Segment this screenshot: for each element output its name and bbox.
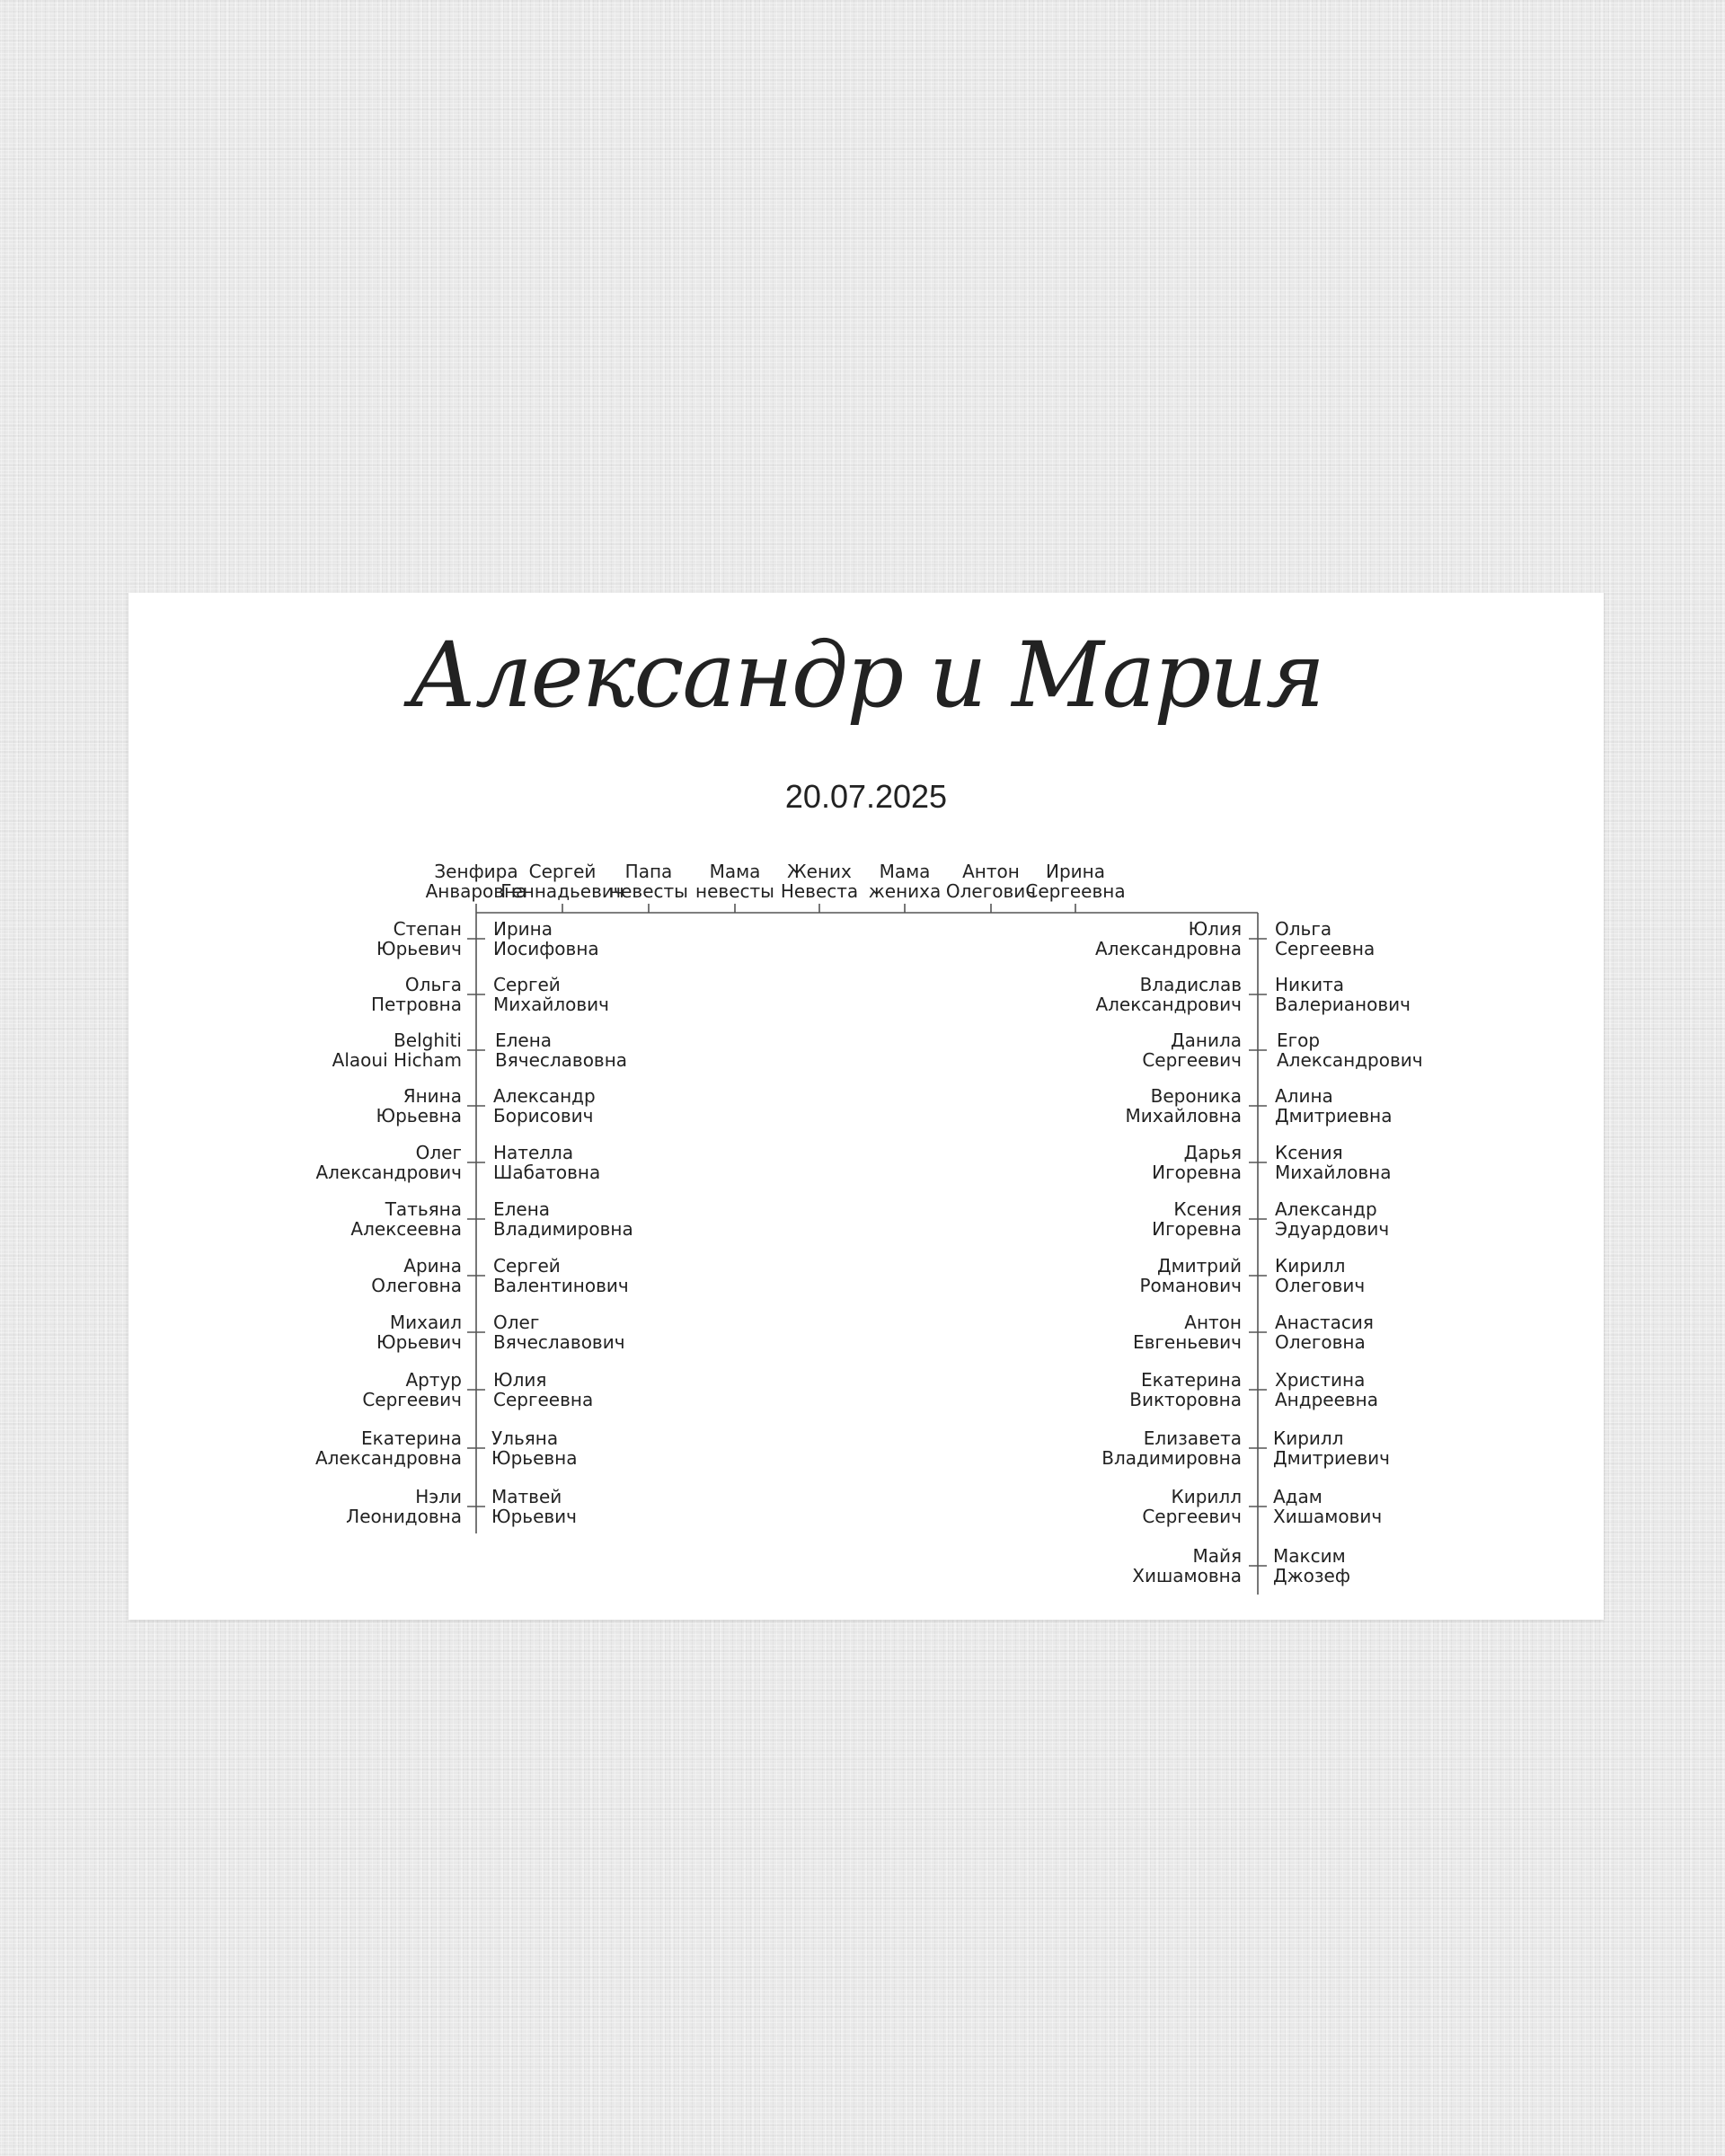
right-inner-guest <box>1142 1030 1242 1070</box>
guest-first: Мама <box>879 861 931 882</box>
guest-last: Александрович <box>1095 994 1242 1015</box>
couple-names-title: Александр и Мария <box>409 623 1323 728</box>
right-inner-guest <box>1126 1086 1242 1126</box>
guest-first: Юлия <box>493 1369 547 1391</box>
guest-last: Дмитриевич <box>1273 1447 1390 1469</box>
left-outer-guest <box>315 1143 462 1182</box>
guest-last: Юрьевна <box>491 1447 578 1469</box>
right-inner-guest <box>1142 1487 1242 1526</box>
guest-last: Хишамовна <box>1132 1565 1242 1586</box>
guest-first: Янина <box>402 1085 462 1107</box>
guest-first: Христина <box>1275 1369 1366 1391</box>
left-outer-guest <box>371 1256 462 1295</box>
guest-last: Невеста <box>780 880 859 902</box>
guest-last: Юрьевич <box>376 1331 462 1353</box>
guest-last: Сергеевич <box>362 1389 462 1410</box>
right-inner-guest <box>1133 1312 1242 1352</box>
left-outer-guest <box>362 1370 462 1409</box>
guest-first: Олег <box>415 1142 462 1163</box>
right-outer-guest <box>1273 1487 1382 1526</box>
guest-last: Олеговна <box>371 1275 462 1296</box>
left-outer-guest <box>346 1487 462 1526</box>
guest-last: Романович <box>1139 1275 1242 1296</box>
guest-last: Иосифовна <box>493 938 599 959</box>
guest-first: Елена <box>495 1029 553 1051</box>
guest-first: Жених <box>787 861 852 882</box>
guest-last: невесты <box>609 880 688 902</box>
guest-first: Ульяна <box>491 1427 559 1449</box>
guest-first: Данила <box>1171 1029 1242 1051</box>
right-outer-guest <box>1275 1370 1378 1409</box>
guest-last: Дмитриевна <box>1275 1105 1393 1127</box>
guest-last: Сергеевна <box>1025 880 1126 902</box>
guest-last: Алексеевна <box>350 1218 462 1240</box>
right-outer-guest <box>1275 1086 1392 1126</box>
guest-first: Антон <box>962 861 1020 882</box>
guest-first: Дарья <box>1183 1142 1242 1163</box>
guest-last: Вячеславовна <box>495 1049 628 1071</box>
guest-last: Шабатовна <box>493 1162 601 1183</box>
guest-first: Арина <box>403 1255 462 1277</box>
right-outer-guest <box>1275 1143 1391 1182</box>
guest-first: Ольга <box>404 974 462 995</box>
left-inner-guest <box>493 1086 596 1126</box>
guest-last: Михайлович <box>493 994 609 1015</box>
left-outer-guest <box>315 1428 462 1468</box>
guest-first: Ксения <box>1173 1198 1242 1220</box>
right-outer-guest <box>1275 1256 1365 1295</box>
guest-last: Владимировна <box>1101 1447 1242 1469</box>
right-inner-guest <box>1139 1256 1242 1295</box>
guest-first: Нэли <box>415 1486 462 1507</box>
right-inner-guest <box>1152 1143 1242 1182</box>
right-inner-guest <box>1129 1370 1242 1409</box>
guest-last: невесты <box>695 880 774 902</box>
guest-first: Сергей <box>493 974 561 995</box>
guest-last: Анваровна <box>425 880 527 902</box>
guest-last: Геннадьевич <box>500 880 624 902</box>
right-outer-guest <box>1275 1199 1389 1239</box>
guest-first: Сергей <box>528 861 597 882</box>
right-inner-guest <box>1152 1199 1242 1239</box>
left-inner-guest <box>491 1487 577 1526</box>
guest-last: Олегович <box>1275 1275 1366 1296</box>
guest-last: Евгеньевич <box>1132 1331 1242 1353</box>
left-outer-guest <box>350 1199 462 1239</box>
right-inner-guest <box>1132 1546 1242 1586</box>
left-inner-guest <box>493 1256 629 1295</box>
guest-first: Сергей <box>493 1255 561 1277</box>
guest-first: Екатерина <box>1141 1369 1242 1391</box>
guest-first: Степан <box>393 918 462 940</box>
guest-first: Мама <box>709 861 761 882</box>
guest-first: Елизавета <box>1143 1427 1242 1449</box>
guest-last: Юрьевич <box>376 938 462 959</box>
guest-first: Нателла <box>493 1142 574 1163</box>
guest-first: Артур <box>405 1369 462 1391</box>
guest-last: Александровна <box>1094 938 1242 959</box>
head-guest <box>1004 862 1147 901</box>
guest-first: Ксения <box>1275 1142 1343 1163</box>
guest-last: Сергеевич <box>1142 1049 1242 1071</box>
guest-last: Борисович <box>493 1105 594 1127</box>
guest-last: Игоревна <box>1152 1162 1242 1183</box>
guest-first: Зенфира <box>434 861 518 882</box>
left-inner-guest <box>493 1199 633 1239</box>
left-inner-guest <box>493 919 599 959</box>
guest-first: Елена <box>493 1198 551 1220</box>
left-outer-guest <box>371 975 462 1014</box>
guest-last: Александровна <box>314 1447 462 1469</box>
guest-last: Олеговна <box>1275 1331 1366 1353</box>
guest-last: Alaoui Hicham <box>332 1049 462 1071</box>
right-outer-guest <box>1275 975 1411 1014</box>
guest-last: жениха <box>868 880 942 902</box>
right-outer-guest <box>1277 1030 1423 1070</box>
left-outer-guest <box>376 1312 462 1352</box>
wedding-date: 20.07.2025 <box>784 778 948 815</box>
guest-last: Валерианович <box>1275 994 1411 1015</box>
guest-first: Вероника <box>1150 1085 1242 1107</box>
right-outer-guest <box>1273 1546 1350 1586</box>
guest-last: Эдуардович <box>1275 1218 1390 1240</box>
guest-first: Максим <box>1273 1545 1346 1567</box>
guest-first: Кирилл <box>1171 1486 1242 1507</box>
right-inner-guest <box>1095 975 1242 1014</box>
guest-last: Александрович <box>1277 1049 1423 1071</box>
right-inner-guest <box>1101 1428 1242 1468</box>
left-outer-guest <box>376 1086 463 1126</box>
guest-first: Папа <box>624 861 673 882</box>
guest-first: Матвей <box>491 1486 562 1507</box>
guest-first: Михаил <box>389 1312 462 1333</box>
guest-last: Андреевна <box>1275 1389 1379 1410</box>
guest-first: Ирина <box>493 918 553 940</box>
right-inner-guest <box>1095 919 1242 959</box>
guest-last: Вячеславович <box>493 1331 625 1353</box>
guest-last: Джозеф <box>1273 1565 1350 1586</box>
left-inner-guest <box>493 975 609 1014</box>
guest-last: Сергеевна <box>1275 938 1376 959</box>
guest-last: Михайловна <box>1275 1162 1392 1183</box>
guest-first: Юлия <box>1188 918 1242 940</box>
guest-first: Алина <box>1275 1085 1333 1107</box>
left-outer-guest <box>376 919 462 959</box>
left-inner-guest <box>493 1370 593 1409</box>
guest-first: Ирина <box>1046 861 1105 882</box>
guest-last: Олегович <box>945 880 1037 902</box>
right-outer-guest <box>1273 1428 1390 1468</box>
guest-first: Антон <box>1184 1312 1242 1333</box>
guest-last: Михайловна <box>1125 1105 1242 1127</box>
seating-chart-card <box>128 593 1604 1620</box>
guest-last: Юрьевна <box>376 1105 462 1127</box>
guest-last: Сергеевна <box>493 1389 594 1410</box>
guest-last: Александрович <box>315 1162 462 1183</box>
guest-first: Кирилл <box>1275 1255 1346 1277</box>
left-inner-guest <box>495 1030 627 1070</box>
left-inner-guest <box>491 1428 578 1468</box>
guest-first: Майя <box>1192 1545 1242 1567</box>
guest-first: Екатерина <box>361 1427 462 1449</box>
guest-last: Юрьевич <box>491 1506 577 1527</box>
left-outer-guest <box>332 1030 462 1070</box>
guest-last: Сергеевич <box>1142 1506 1242 1527</box>
guest-first: Александр <box>493 1085 596 1107</box>
guest-last: Валентинович <box>493 1275 629 1296</box>
right-outer-guest <box>1275 919 1375 959</box>
guest-first: Владислав <box>1139 974 1242 995</box>
guest-first: Дмитрий <box>1156 1255 1242 1277</box>
guest-last: Викторовна <box>1129 1389 1242 1410</box>
guest-first: Belghiti <box>394 1029 462 1051</box>
guest-last: Леонидовна <box>346 1506 462 1527</box>
guest-first: Татьяна <box>385 1198 462 1220</box>
guest-last: Владимировна <box>493 1218 633 1240</box>
guest-first: Ольга <box>1275 918 1332 940</box>
guest-last: Хишамович <box>1273 1506 1383 1527</box>
guest-first: Олег <box>493 1312 540 1333</box>
left-inner-guest <box>493 1312 625 1352</box>
guest-first: Анастасия <box>1275 1312 1374 1333</box>
right-outer-guest <box>1275 1312 1374 1352</box>
guest-first: Адам <box>1273 1486 1322 1507</box>
left-inner-guest <box>493 1143 600 1182</box>
guest-last: Петровна <box>370 994 462 1015</box>
guest-first: Кирилл <box>1273 1427 1344 1449</box>
guest-last: Игоревна <box>1152 1218 1242 1240</box>
guest-first: Никита <box>1275 974 1345 995</box>
guest-first: Егор <box>1277 1029 1321 1051</box>
guest-first: Александр <box>1275 1198 1377 1220</box>
